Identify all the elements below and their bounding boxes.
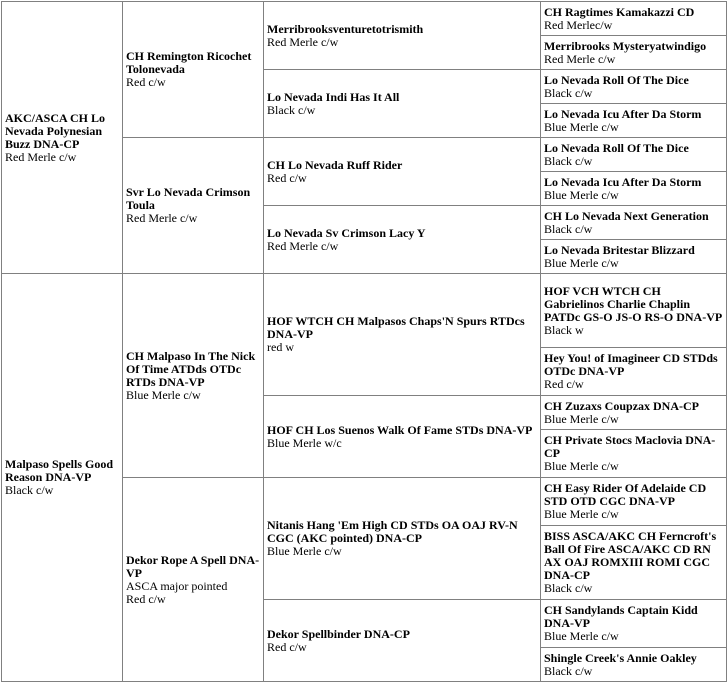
ssdd-cell [541,104,727,138]
dss-name: HOF WTCH CH Malpasos Chaps'N Spurs RTDcs DNA-VP [267,314,525,341]
ssds-name: Lo Nevada Roll Of The Dice [544,72,689,87]
ddss-name: CH Easy Rider Of Adelaide CD STD OTD CGC DNA-VP [544,481,707,508]
sire-desc: Red Merle c/w [5,149,77,164]
sd-cell [123,138,264,274]
dd-desc: ASCA major pointed [126,578,228,593]
ssd-cell [264,70,541,138]
dsds-name: CH Zuzaxs Coupzax DNA-CP [544,398,700,413]
dssd-cell [541,348,727,396]
sdd-desc: Red Merle c/w [267,238,339,253]
sddd-desc: Blue Merle c/w [544,255,619,270]
sd-desc: Red Merle c/w [126,211,198,225]
dddd-name: Shingle Creek's Annie Oakley [544,650,697,665]
ssdd-name: Lo Nevada Icu After Da Storm [544,106,702,121]
ddd-cell [264,600,541,682]
ddss-desc: Blue Merle c/w [544,507,619,521]
dsss-cell [541,274,727,348]
ddsd-cell [541,526,727,600]
ssss-desc: Red Merlec/w [544,17,613,32]
sds-desc: Red c/w [267,170,307,185]
ss-cell [123,2,264,138]
dam-desc: Black c/w [5,483,54,497]
dsdd-cell [541,430,727,478]
ddsd-name: BISS ASCA/AKC CH Ferncroft's Ball Of Fire ASCA/AKC CD RN AX OAJ ROMXIII ROMI CGC DNA-CP [544,529,717,582]
ddd-name: Dekor Spellbinder DNA-CP [267,626,410,641]
dsd-name: HOF CH Los Suenos Walk Of Fame STDs DNA-VP [267,422,533,437]
dss-desc: red w [267,340,294,354]
ssds-desc: Black c/w [544,85,593,100]
sdss-cell [541,138,727,172]
sdds-desc: Black c/w [544,221,593,236]
dsd-cell [264,396,541,478]
sds-cell [264,138,541,206]
dddd-desc: Black c/w [544,663,593,678]
dsdd-name: CH Private Stocs Maclovia DNA-CP [544,433,716,460]
ddss-cell [541,478,727,526]
dsss-name: HOF VCH WTCH CH Gabrielinos Charlie Chaplin PATDc GS-O JS-O RS-O DNA-VP [544,283,723,324]
dddd-cell [541,648,727,682]
sdd-name: Lo Nevada Sv Crimson Lacy Y [267,225,426,240]
sds-name: CH Lo Nevada Ruff Rider [267,157,403,172]
sdds-cell [541,206,727,240]
sddd-name: Lo Nevada Britestar Blizzard [544,242,695,257]
sire-name: AKC/ASCA CH Lo Nevada Polynesian Buzz DNA-CP [5,110,106,151]
dd-desc2: Red c/w [126,591,166,606]
dsds-cell [541,396,727,430]
dds-name: Nitanis Hang 'Em High CD STDs OA OAJ RV-N CGC (AKC pointed) DNA-CP [267,518,518,545]
dsdd-desc: Blue Merle c/w [544,459,619,473]
ssd-desc: Black c/w [267,102,316,117]
dam-name: Malpaso Spells Good Reason DNA-VP [5,457,114,484]
ddds-name: CH Sandylands Captain Kidd DNA-VP [544,603,698,630]
ssss-name: CH Ragtimes Kamakazzi CD [544,4,695,19]
ssd-name: Lo Nevada Indi Has It All [267,89,400,104]
sdsd-cell [541,172,727,206]
ds-name: CH Malpaso In The Nick Of Time ATDds OTDc RTDs DNA-VP [126,348,256,389]
ds-desc: Blue Merle c/w [126,387,201,402]
dam-cell [2,274,123,682]
dsd-desc: Blue Merle w/c [267,435,342,450]
dssd-name: Hey You! of Imagineer CD STDds OTDc DNA-VP [544,351,718,378]
sdds-name: CH Lo Nevada Next Generation [544,208,709,223]
dssd-desc: Red c/w [544,377,584,391]
ss-name: CH Remington Ricochet Tolonevada [126,49,252,76]
ds-cell [123,274,264,478]
sdss-desc: Black c/w [544,153,593,168]
sdss-name: Lo Nevada Roll Of The Dice [544,140,689,155]
ssss-cell [541,2,727,36]
dsds-desc: Blue Merle c/w [544,411,619,426]
sss-cell [264,2,541,70]
sssd-cell [541,36,727,70]
sss-name: Merribrooksventuretotrismith [267,21,424,36]
dd-cell [123,478,264,682]
ssds-cell [541,70,727,104]
ss-desc: Red c/w [126,75,166,89]
sdsd-name: Lo Nevada Icu After Da Storm [544,174,702,189]
ddsd-desc: Black c/w [544,581,593,595]
pedigree-table [1,1,727,682]
ddd-desc: Red c/w [267,639,307,654]
ddds-cell [541,600,727,648]
dds-cell [264,478,541,600]
dds-desc: Blue Merle c/w [267,544,342,558]
sdd-cell [264,206,541,274]
sssd-name: Merribrooks Mysteryatwindigo [544,38,707,53]
sssd-desc: Red Merle c/w [544,51,616,66]
ssdd-desc: Blue Merle c/w [544,119,619,134]
sdsd-desc: Blue Merle c/w [544,187,619,202]
sss-desc: Red Merle c/w [267,34,339,49]
dss-cell [264,274,541,396]
sddd-cell [541,240,727,274]
ddds-desc: Blue Merle c/w [544,629,619,643]
dd-name: Dekor Rope A Spell DNA-VP [126,552,260,580]
sire-cell [2,2,123,274]
dsss-desc: Black w [544,322,584,337]
sd-name: Svr Lo Nevada Crimson Toula [126,185,251,212]
